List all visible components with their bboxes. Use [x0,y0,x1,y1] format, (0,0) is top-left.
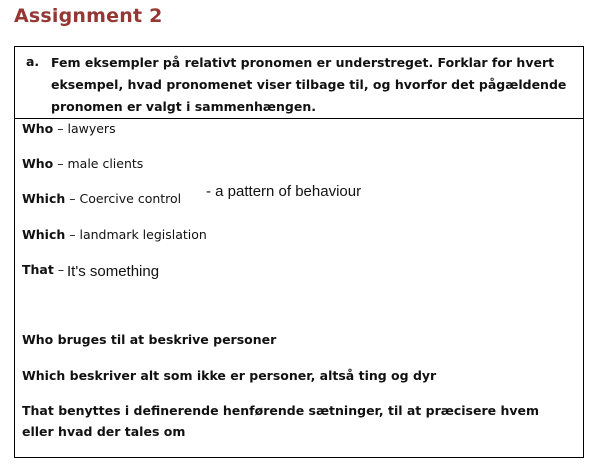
answer-text: lawyers [67,121,116,136]
note-which: Which beskriver alt som ikke er personer, altså ting og dyr [22,368,437,383]
answer-text: landmark legislation [79,227,207,242]
note-that: That benyttes i definerende henførende sætninger, til at præcisere hvem eller hvad der tales om [22,403,539,439]
answer-dash: – [53,262,65,277]
note-who: Who bruges til at beskrive personer [22,332,277,347]
answer-pronoun: Which [22,227,66,242]
answer-line-5 [22,262,64,277]
assignment-table [14,46,584,458]
answer-line-2 [22,156,143,171]
question-text: Fem eksempler på relativt pronomen er understreget. Forklar for hvert eksempel, hvad pronomenet viser tilbage til, og hvorfor det pågældende pronomen er valgt i sammenhængen. [51,55,567,114]
page-title: Assignment 2 [14,5,163,27]
answer-line-3 [22,191,181,206]
question-row [15,47,583,119]
answer-added-text-3: - a pattern of behaviour [206,183,362,200]
answer-line-4 [22,227,207,242]
answer-line-1 [22,121,116,136]
answer-pronoun: Who [22,156,54,171]
answer-dash: – [65,191,80,206]
answer-pronoun: Who [22,121,54,136]
answer-pronoun: Which [22,191,66,206]
answer-pronoun: That [22,262,54,277]
answer-dash: – [53,121,68,136]
question-letter: a. [26,54,40,69]
answer-added-text-5: It's something [67,263,160,280]
answer-dash: – [65,227,80,242]
answer-dash: – [53,156,68,171]
answer-text: male clients [67,156,144,171]
answer-text: Coercive control [79,191,182,206]
